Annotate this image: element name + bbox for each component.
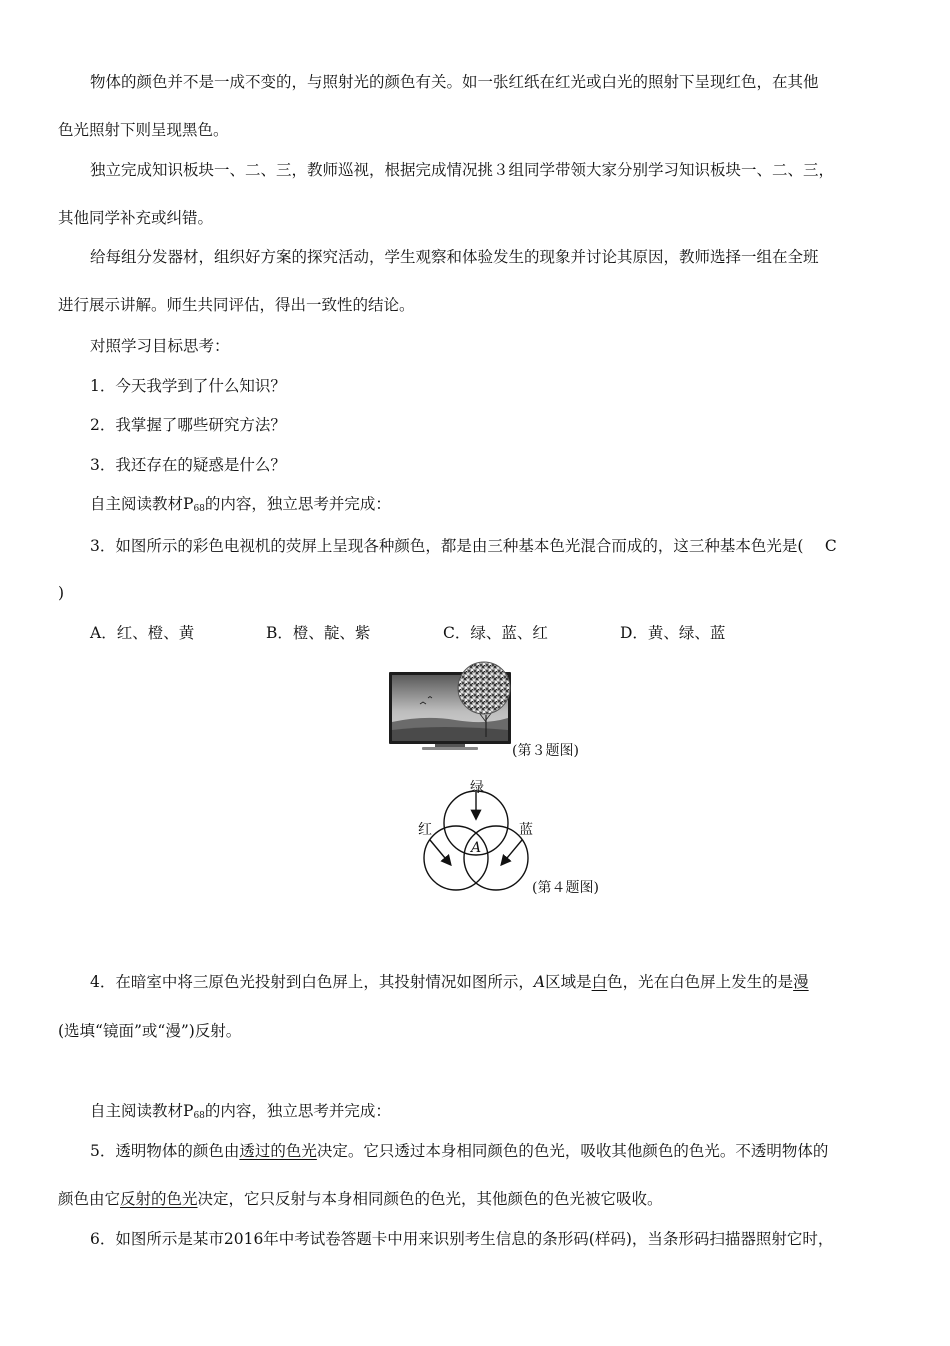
question-3-option-a: A．红、橙、黄 bbox=[90, 624, 195, 642]
paragraph-3-line-1: 给每组分发器材，组织好方案的探究活动，学生观察和体验发生的现象并讨论其原因，教师选择一组在全班 bbox=[90, 248, 819, 266]
question-3-stem: 3．如图所示的彩色电视机的荧屏上呈现各种颜色，都是由三种基本色光混合而成的，这三种基本色光是( bbox=[90, 537, 819, 555]
question-5-stem: 5．透明物体的颜色由 bbox=[90, 1142, 240, 1160]
figure-4-caption: (第４题图) bbox=[532, 880, 599, 896]
question-4-answer-2: 漫 bbox=[793, 973, 809, 991]
tv-illustration bbox=[380, 660, 530, 760]
question-4-mid: 区域是 bbox=[545, 973, 592, 991]
question-5-line-2 bbox=[58, 1189, 663, 1209]
question-5-answer-1: 透过的色光 bbox=[239, 1142, 317, 1160]
region-a-label: A bbox=[471, 840, 482, 856]
question-5-line-2-pre: 颜色由它 bbox=[58, 1190, 121, 1208]
reading-instruction-1-post: 的内容，独立思考并完成： bbox=[204, 495, 391, 513]
question-4-mid-2: 色，光在白色屏上发生的是 bbox=[607, 973, 794, 991]
question-3-text bbox=[90, 536, 837, 556]
figure-3-caption: (第３题图) bbox=[512, 743, 579, 759]
paragraph-3-line-2: 进行展示讲解。师生共同评估，得出一致性的结论。 bbox=[58, 296, 415, 314]
question-4-answer-1: 白 bbox=[591, 973, 608, 991]
reading-instruction-1-pre: 自主阅读教材P bbox=[90, 495, 194, 513]
reading-instruction-1 bbox=[90, 494, 391, 519]
question-3-answer: C bbox=[824, 537, 837, 555]
reflection-intro: 对照学习目标思考： bbox=[90, 337, 230, 355]
question-5-mid: 决定。它只透过本身相同颜色的色光，吸收其他颜色的色光。不透明物体的 bbox=[316, 1142, 829, 1160]
question-6-line-1: 6．如图所示是某市2016年中考试卷答题卡中用来识别考生信息的条形码(样码)，当条形码扫描器照射它时， bbox=[90, 1230, 834, 1248]
question-3-option-d: D．黄、绿、蓝 bbox=[620, 624, 726, 642]
paragraph-1-line-2: 色光照射下则呈现黑色。 bbox=[58, 121, 229, 139]
reflection-question-3: 3．我还存在的疑惑是什么？ bbox=[90, 456, 286, 474]
question-3-close-paren: ) bbox=[58, 584, 65, 602]
reading-instruction-2-pre: 自主阅读教材P bbox=[90, 1102, 194, 1120]
red-arrow bbox=[430, 840, 450, 864]
red-label: 红 bbox=[418, 822, 432, 838]
blue-label: 蓝 bbox=[519, 822, 533, 838]
reflection-question-1: 1．今天我学到了什么知识？ bbox=[90, 377, 286, 395]
reading-instruction-1-page: 68 bbox=[193, 504, 205, 514]
question-5-answer-2: 反射的色光 bbox=[120, 1190, 198, 1208]
paragraph-2-line-2: 其他同学补充或纠错。 bbox=[58, 209, 214, 227]
question-4-line-2: (选填“镜面”或“漫”)反射。 bbox=[58, 1022, 242, 1040]
paragraph-2-line-1: 独立完成知识板块一、二、三，教师巡视，根据完成情况挑３组同学带领大家分别学习知识板块一、二、三， bbox=[90, 161, 835, 179]
red-light-circle bbox=[424, 826, 488, 890]
question-3-option-b: B．橙、靛、紫 bbox=[266, 624, 371, 642]
reading-instruction-2 bbox=[90, 1101, 391, 1126]
question-5-line-1 bbox=[90, 1141, 828, 1161]
reflection-question-2: 2．我掌握了哪些研究方法？ bbox=[90, 416, 286, 434]
green-label: 绿 bbox=[470, 780, 484, 796]
blue-arrow bbox=[502, 840, 522, 864]
paragraph-1-line-1: 物体的颜色并不是一成不变的，与照射光的颜色有关。如一张红纸在红光或白光的照射下呈现红色，在其他 bbox=[90, 73, 819, 91]
question-3-option-c: C．绿、蓝、红 bbox=[443, 624, 548, 642]
reading-instruction-2-page: 68 bbox=[193, 1111, 205, 1121]
question-4-region-a: A bbox=[533, 973, 546, 991]
question-4-line-1 bbox=[90, 972, 809, 992]
question-5-line-2-post: 决定，它只反射与本身相同颜色的色光，其他颜色的色光被它吸收。 bbox=[197, 1190, 663, 1208]
question-4-stem: 4．在暗室中将三原色光投射到白色屏上，其投射情况如图所示， bbox=[90, 973, 534, 991]
reading-instruction-2-post: 的内容，独立思考并完成： bbox=[204, 1102, 391, 1120]
